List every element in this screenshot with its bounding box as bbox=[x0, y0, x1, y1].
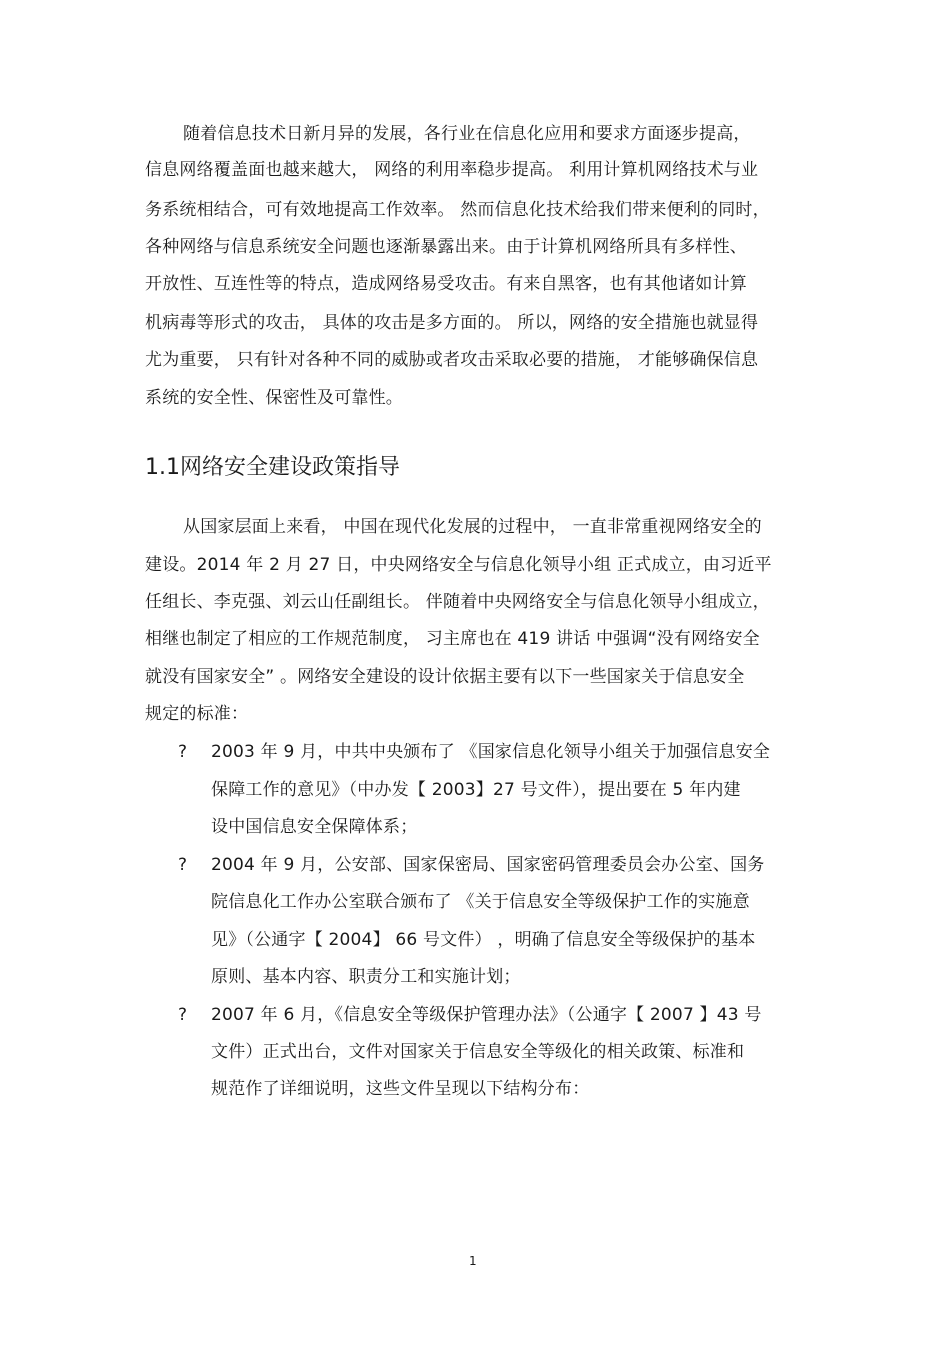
section-heading: 1.1网络安全建设政策指导 bbox=[145, 455, 400, 480]
paragraph-line: 规定的标准： bbox=[145, 704, 249, 724]
list-item-line: 2007 年 6 月，《信息安全等级保护管理办法》（公通字【 2007 】43 号 bbox=[211, 1005, 762, 1025]
list-item-line: 见》（公通字【 2004】 66 号文件） ，明确了信息安全等级保护的基本 bbox=[211, 930, 756, 950]
list-item-line: 设中国信息安全保障体系； bbox=[211, 817, 418, 837]
paragraph-line: 机病毒等形式的攻击， 具体的攻击是多方面的。 所以，网络的安全措施也就显得 bbox=[145, 313, 759, 333]
bullet-marker: ? bbox=[178, 1005, 188, 1025]
list-item-line: 保障工作的意见》（中办发【 2003】27 号文件），提出要在 5 年内建 bbox=[211, 780, 741, 800]
paragraph-line: 任组长、李克强、刘云山任副组长。 伴随着中央网络安全与信息化领导小组成立， bbox=[145, 592, 770, 612]
paragraph-line: 就没有国家安全” 。网络安全建设的设计依据主要有以下一些国家关于信息安全 bbox=[145, 667, 745, 687]
list-item-line: 院信息化工作办公室联合颁布了 《关于信息安全等级保护工作的实施意 bbox=[211, 892, 750, 912]
list-item-line: 2004 年 9 月，公安部、国家保密局、国家密码管理委员会办公室、国务 bbox=[211, 855, 765, 875]
paragraph-line: 建设。2014 年 2 月 27 日，中央网络安全与信息化领导小组 正式成立，由习近平 bbox=[145, 555, 772, 575]
paragraph-line: 系统的安全性、保密性及可靠性。 bbox=[145, 388, 403, 408]
paragraph-line: 信息网络覆盖面也越来越大， 网络的利用率稳步提高。 利用计算机网络技术与业 bbox=[145, 160, 759, 180]
paragraph-line: 随着信息技术日新月异的发展，各行业在信息化应用和要求方面逐步提高， bbox=[183, 124, 751, 144]
list-item-line: 文件）正式出台，文件对国家关于信息安全等级化的相关政策、标准和 bbox=[211, 1042, 745, 1062]
paragraph-line: 相继也制定了相应的工作规范制度， 习主席也在 419 讲话 中强调“没有网络安全 bbox=[145, 629, 760, 649]
paragraph-line: 尤为重要， 只有针对各种不同的威胁或者攻击采取必要的措施， 才能够确保信息 bbox=[145, 350, 759, 370]
list-item-line: 原则、基本内容、职责分工和实施计划； bbox=[211, 967, 521, 987]
paragraph-line: 各种网络与信息系统安全问题也逐渐暴露出来。由于计算机网络所具有多样性、 bbox=[145, 237, 747, 257]
bullet-marker: ? bbox=[178, 742, 188, 762]
list-item-line: 2003 年 9 月，中共中央颁布了 《国家信息化领导小组关于加强信息安全 bbox=[211, 742, 771, 762]
page-number: 1 bbox=[469, 1254, 477, 1268]
bullet-marker: ? bbox=[178, 855, 188, 875]
paragraph-line: 务系统相结合，可有效地提高工作效率。 然而信息化技术给我们带来便利的同时， bbox=[145, 200, 770, 220]
paragraph-line: 开放性、互连性等的特点，造成网络易受攻击。有来自黑客，也有其他诸如计算 bbox=[145, 274, 747, 294]
paragraph-line: 从国家层面上来看， 中国在现代化发展的过程中， 一直非常重视网络安全的 bbox=[183, 517, 762, 537]
list-item-line: 规范作了详细说明，这些文件呈现以下结构分布： bbox=[211, 1079, 590, 1099]
